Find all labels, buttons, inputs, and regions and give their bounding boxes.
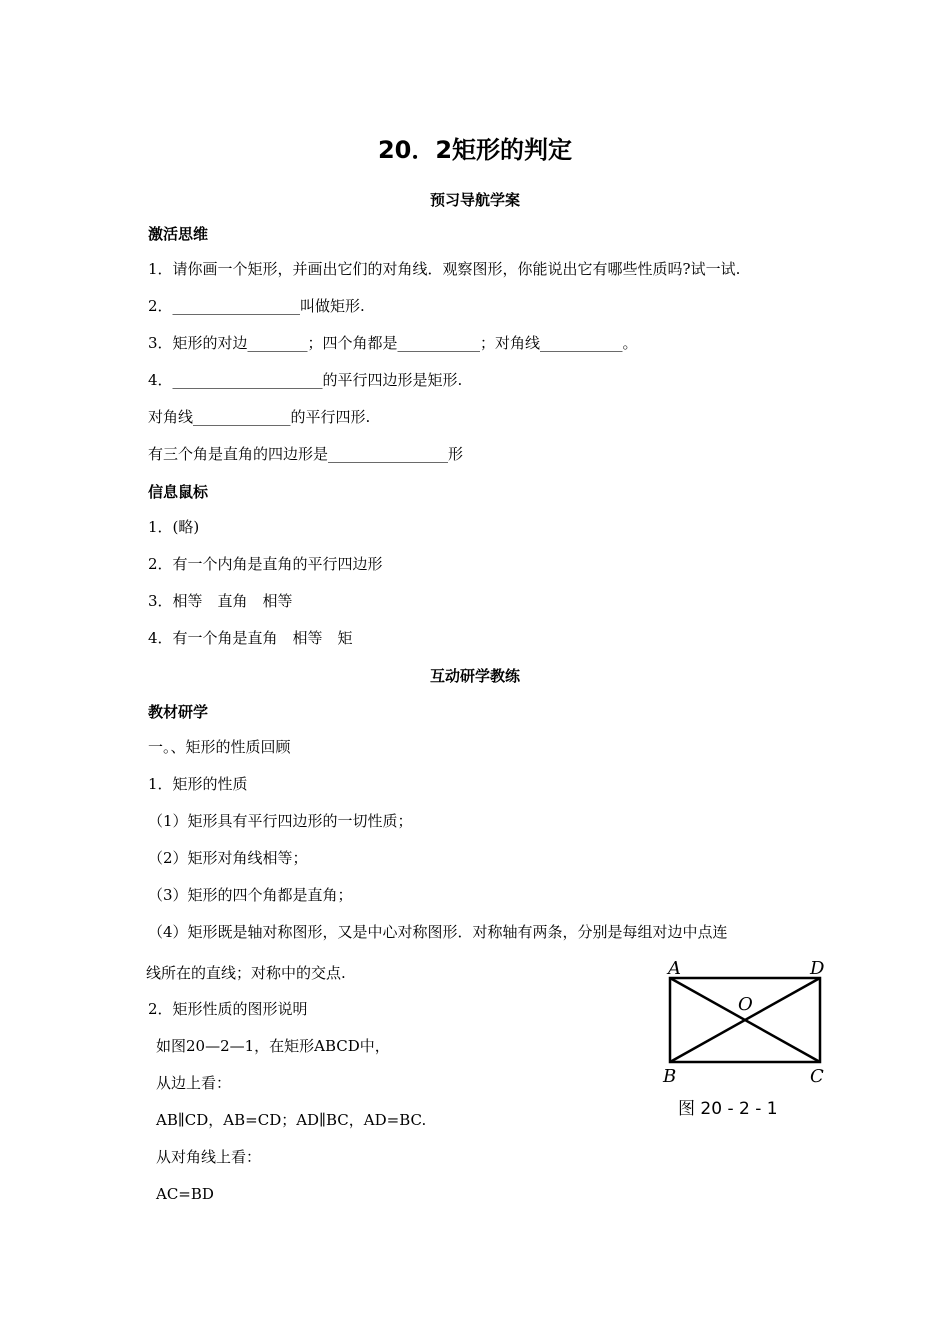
answer-1: 1．(略)	[148, 518, 200, 536]
property-3: （3）矩形的四个角都是直角；	[148, 886, 353, 904]
subheading-info-mouse: 信息鼠标	[148, 483, 209, 501]
property-4-continued: 线所在的直线；对称中的交点.	[146, 964, 346, 982]
from-sides-label: 从边上看：	[156, 1074, 232, 1092]
question-6: 有三个角是直角的四边形是________________形	[148, 445, 464, 463]
body-line-1: 一。、矩形的性质回顾	[148, 738, 291, 756]
subheading-textbook-study: 教材研学	[148, 703, 209, 721]
property-1: （1）矩形具有平行四边形的一切性质；	[148, 812, 413, 830]
question-2: 2．_________________叫做矩形.	[148, 297, 365, 315]
diagonal-relation: AC=BD	[156, 1185, 214, 1203]
section-heading-interactive: 互动研学教练	[429, 667, 520, 685]
property-4: （4）矩形既是轴对称图形，又是中心对称图形．对称轴有两条，分别是每组对边中点连	[148, 923, 728, 941]
answer-2: 2．有一个内角是直角的平行四边形	[148, 555, 383, 573]
body-line-2: 1．矩形的性质	[148, 775, 248, 793]
answer-4: 4．有一个角是直角 相等 矩	[148, 629, 353, 647]
question-4: 4．____________________的平行四边形是矩形.	[148, 371, 463, 389]
side-relations: AB∥CD，AB=CD；AD∥BC，AD=BC.	[156, 1111, 427, 1129]
figure-caption: 图 20 - 2 - 1	[678, 1099, 778, 1119]
figure-reference: 如图20—2—1，在矩形ABCD中，	[156, 1037, 390, 1055]
vertex-label-c: C	[810, 1066, 824, 1087]
body-line-figure-heading: 2．矩形性质的图形说明	[148, 1000, 308, 1018]
section-heading-preview: 预习导航学案	[429, 191, 520, 209]
question-1: 1．请你画一个矩形，并画出它们的对角线．观察图形，你能说出它有哪些性质吗?试一试.	[148, 260, 741, 278]
answer-3: 3．相等 直角 相等	[148, 592, 293, 610]
question-5: 对角线_____________的平行四形.	[148, 408, 371, 426]
vertex-label-b: B	[663, 1066, 677, 1087]
vertex-label-d: D	[810, 958, 825, 979]
vertex-label-a: A	[668, 958, 681, 979]
center-label-o: O	[738, 994, 753, 1015]
question-3: 3．矩形的对边________；四个角都是___________；对角线___________。	[148, 334, 638, 352]
page-title: 20．2矩形的判定	[377, 136, 573, 164]
rectangle-figure	[656, 954, 846, 1124]
subheading-activate-thinking: 激活思维	[148, 225, 209, 243]
from-diagonals-label: 从对角线上看：	[156, 1148, 262, 1166]
property-2: （2）矩形对角线相等；	[148, 849, 308, 867]
